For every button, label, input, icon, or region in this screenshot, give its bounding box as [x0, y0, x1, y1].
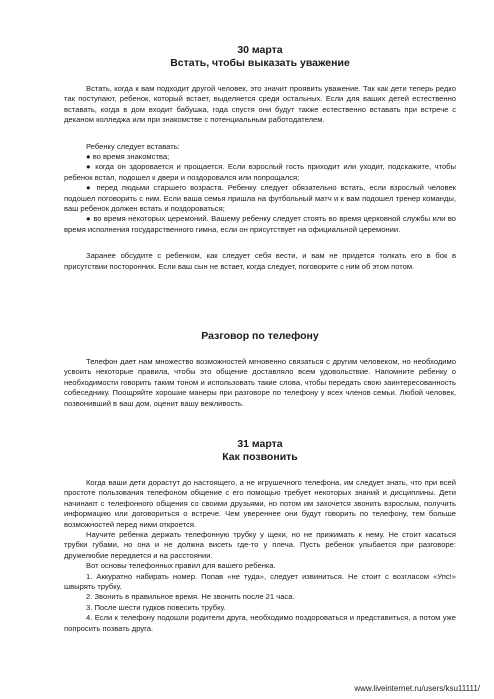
list-item: 3. После шести гудков повесить трубку.	[86, 602, 226, 612]
list-item: 1. Аккуратно набирать номер. Попав «не туда», следует извиниться. Не стоит с возгласом «Упс!» швырять трубку.	[64, 571, 456, 592]
section-title: Разговор по телефону	[201, 330, 319, 342]
section-how-to-call	[64, 438, 456, 634]
section-date: 30 марта	[237, 44, 283, 56]
bullet-item: ● перед людьми старшего возраста. Ребенку следует обязательно встать, если взрослый человек подошел поговорить с ним. Если ваша семья пришла на футбольный матч и к вам подошел тренер команды, ваш ребенок должен встать и поздороваться;	[64, 183, 456, 214]
paragraph: Вот основы телефонных правил для вашего ребенка.	[86, 561, 276, 571]
bullet-item: ● во время некоторых церемоний. Вашему ребенку следует стоять во время церковной службы или во время исполнения государственного гимна, если он присутствует на официальной церемонии.	[64, 214, 456, 234]
section-standing-up	[64, 44, 456, 272]
paragraph: Телефон дает нам множество возможностей мгновенно связаться с другим человеком, но необходимо усвоить некоторые правила, чтобы это общение доставляло всем удовольствие. Напомните ребенку о необходимости говорить таким тоном и использовать такие слова, чтобы передать свою заинтересованность собеседнику. Поощряйте хорошие манеры при разговоре по телефону у всех членов семьи. Любой человек, позвонивший в ваш дом, оценит вашу вежливость.	[64, 357, 456, 408]
paragraph: Ребенку следует вставать:	[86, 141, 180, 151]
bullet-item: ● когда он здоровается и прощается. Если взрослый гость приходит или уходит, подскажите, чтобы ребенок встал, подошел к двери и поздоровался или попрощался;	[64, 162, 456, 182]
paragraph: Научите ребенка держать телефонную трубку у щеки, но не прижимать к нему. Не стоит касаться трубки губами, но она и не должна висеть где-то у плеча. Пусть ребенок улыбается при разговоре: дружелюбие передается и на расстоянии.	[64, 530, 456, 560]
section-title: Как позвонить	[222, 451, 298, 463]
bullet-item: ● во время знакомства;	[86, 152, 170, 162]
list-item: 2. Звонить в правильное время. Не звонить после 21 часа.	[86, 592, 295, 602]
paragraph: Встать, когда к вам подходит другой человек, это значит проявить уважение. Так как дети теперь редко так поступают, ребенок, который встает, выделяется среди остальных. Если для ваших детей естественно вставать, когда в дом входит бабушка, года спустя они будут также естественно вставать при встрече с деканом колледжа или при знакомстве с потенциальным работодателем.	[64, 84, 456, 125]
section-title: Встать, чтобы выказать уважение	[170, 57, 350, 69]
section-phone-conversation	[64, 330, 456, 409]
section-date: 31 марта	[237, 438, 283, 450]
source-url: www.liveinternet.ru/users/ksu11111/	[354, 684, 480, 693]
paragraph: Когда ваши дети дорастут до настоящего, а не игрушечного телефона, им следует знать, что при всей простоте пользования телефоном общение с его помощью требует некоторых знаний и дисциплины. Дети начинают с телефонного общения со своими друзьями, но потом им захочется звонить взрослым, получить информацию или договориться о встрече. Чем увереннее они будут говорить по телефону, тем больше возможностей перед ними откроется.	[64, 478, 456, 529]
paragraph: Заранее обсудите с ребенком, как следует себя вести, и вам не придется толкать его в бок в присутствии посторонних. Если ваш сын не встает, когда следует, поговорите с ним об этом потом.	[64, 251, 456, 271]
list-item: 4. Если к телефону подошли родители друга, необходимо поздороваться и представиться, а потом уже попросить позвать друга.	[64, 613, 456, 633]
